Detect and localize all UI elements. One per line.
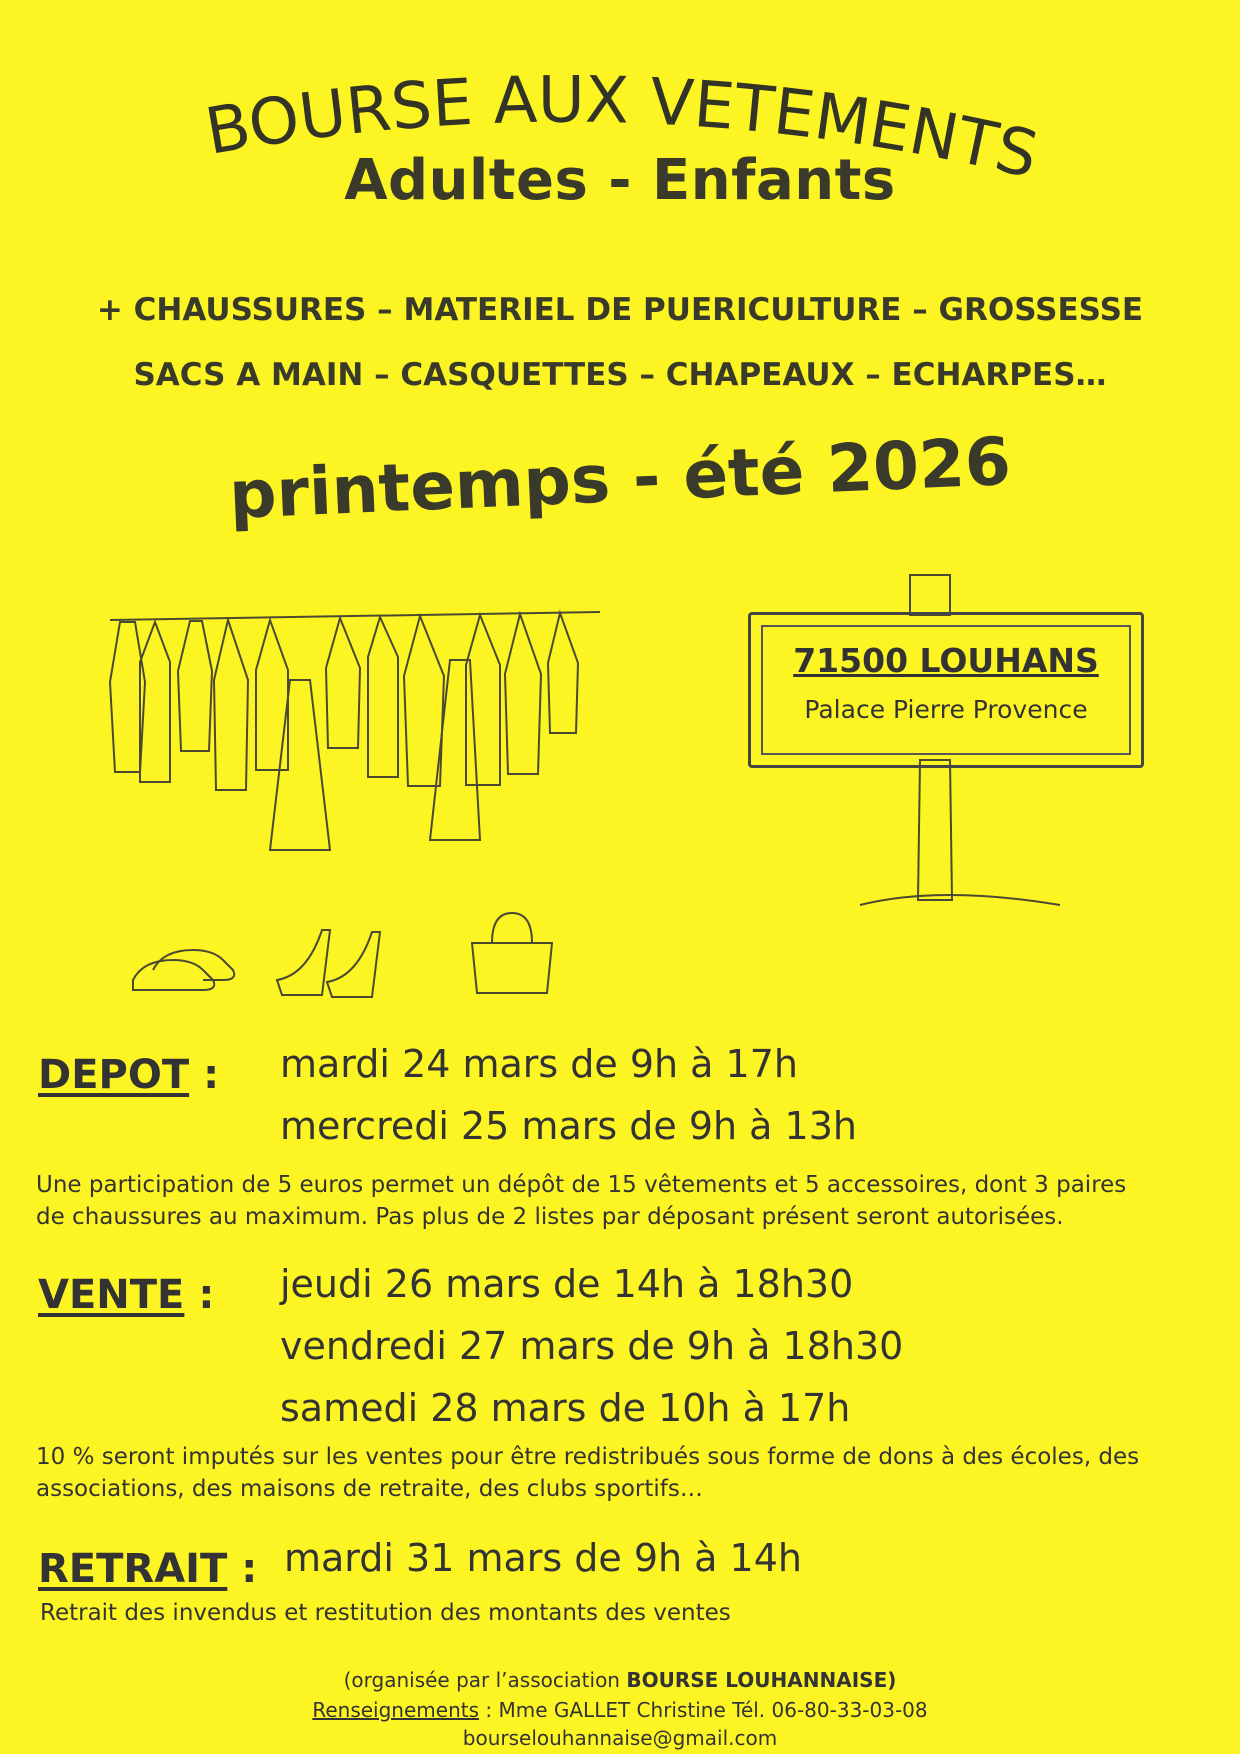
organiser-name: BOURSE LOUHANNAISE): [626, 1668, 897, 1692]
vente-colon: :: [198, 1272, 215, 1318]
vente-date-3: samedi 28 mars de 10h à 17h: [280, 1386, 851, 1430]
subtitle: Adultes - Enfants: [344, 148, 896, 213]
main-title: BOURSE AUX VETEMENTS: [200, 63, 1045, 194]
depot-date-2: mercredi 25 mars de 9h à 13h: [280, 1104, 857, 1148]
vente-date-2: vendredi 27 mars de 9h à 18h30: [280, 1324, 904, 1368]
vente-heading: [38, 1272, 214, 1318]
high-heels-drawing: [272, 920, 392, 1000]
handbag-drawing: [462, 908, 562, 998]
contact-email: bourselouhannaise@gmail.com: [462, 1726, 778, 1750]
categories-line-1: + CHAUSSURES – MATERIEL DE PUERICULTURE – GROSSESSE: [96, 292, 1144, 328]
location-sign: [748, 612, 1144, 768]
info-line: [0, 1698, 1240, 1722]
organiser-line: [0, 1668, 1240, 1692]
location-venue: Palace Pierre Provence: [804, 695, 1088, 724]
depot-label: DEPOT: [38, 1052, 190, 1098]
vente-label: VENTE: [38, 1272, 185, 1318]
retrait-date: mardi 31 mars de 9h à 14h: [284, 1536, 802, 1580]
organiser-prefix: (organisée par l’association: [343, 1668, 620, 1692]
clothes-rack-drawing: [100, 600, 620, 900]
shoes-drawing: [128, 940, 248, 1000]
retrait-label: RETRAIT: [38, 1546, 228, 1592]
retrait-note: Retrait des invendus et restitution des montants des ventes: [40, 1600, 731, 1626]
categories-line-2: SACS A MAIN – CASQUETTES – CHAPEAUX – ECHARPES…: [133, 357, 1107, 393]
depot-heading: [38, 1052, 219, 1098]
depot-note-line-1: Une participation de 5 euros permet un dépôt de 15 vêtements et 5 accessoires, dont 3 paires: [36, 1172, 1127, 1198]
location-city: 71500 LOUHANS: [793, 641, 1099, 680]
retrait-colon: :: [241, 1546, 258, 1592]
depot-date-1: mardi 24 mars de 9h à 17h: [280, 1042, 798, 1086]
season-heading: printemps - été 2026: [227, 422, 1013, 535]
vente-note-line-1: 10 % seront imputés sur les ventes pour être redistribués sous forme de dons à des écoles, des: [36, 1444, 1140, 1470]
retrait-heading: [38, 1546, 257, 1592]
info-label: Renseignements: [312, 1698, 480, 1722]
depot-colon: :: [203, 1052, 220, 1098]
vente-note-line-2: associations, des maisons de retraite, des clubs sportifs…: [36, 1476, 703, 1502]
depot-note-line-2: de chaussures au maximum. Pas plus de 2 listes par déposant présent seront autorisées.: [36, 1204, 1064, 1230]
info-text: : Mme GALLET Christine Tél. 06-80-33-03-08: [485, 1698, 928, 1722]
vente-date-1: jeudi 26 mars de 14h à 18h30: [280, 1262, 854, 1306]
